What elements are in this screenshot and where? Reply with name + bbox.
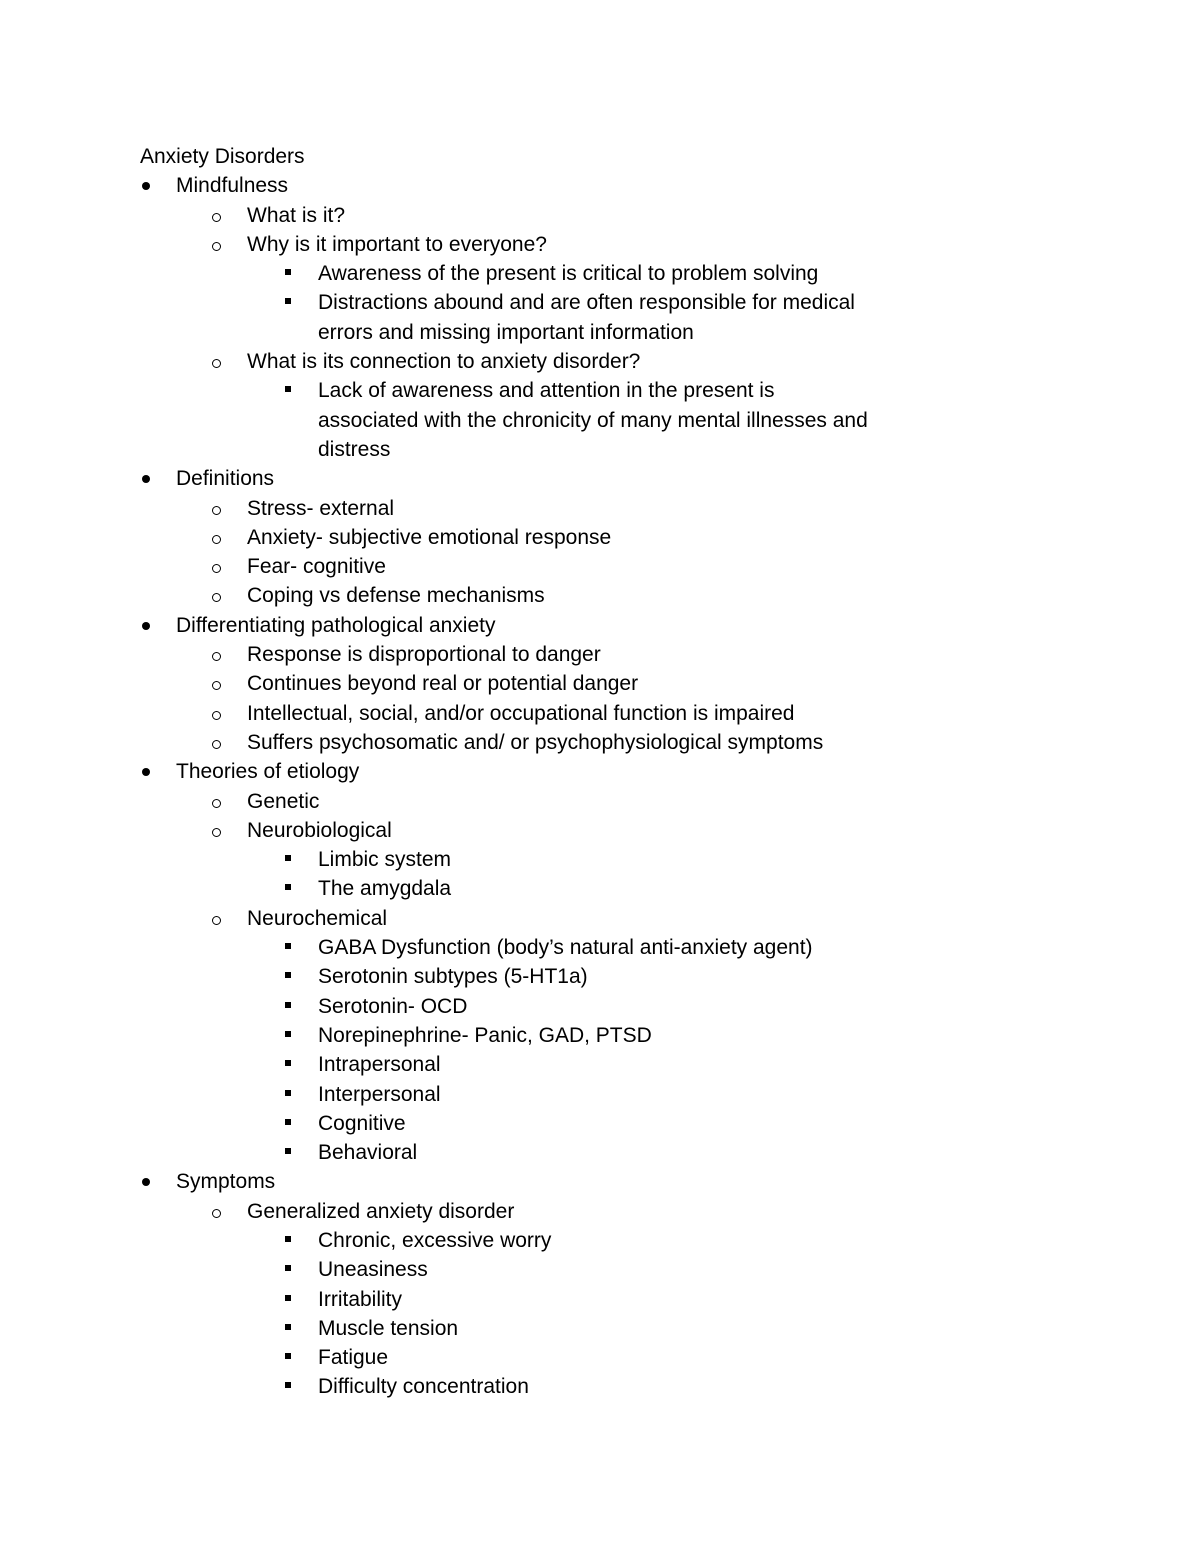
bullet-marker [282,1285,318,1301]
detail-text: Difficulty concentration [318,1375,529,1399]
outline-section [140,1167,880,1401]
square-bullet-icon [285,1353,291,1359]
bullet-marker [140,464,176,483]
document-title: Anxiety Disorders [140,145,305,168]
subtopic-text: Suffers psychosomatic and/ or psychophysiological symptoms [247,730,824,754]
detail-list [140,376,880,464]
hollow-circle-bullet-icon [212,1209,221,1218]
bullet-marker [282,1255,318,1271]
subtopic-text: What is its connection to anxiety disorder? [247,350,641,374]
detail-item [140,874,880,903]
detail-item [140,1255,880,1284]
detail-item [140,1226,880,1255]
outline-section [140,464,880,610]
square-bullet-icon [285,1324,291,1330]
subtopic-list [140,787,880,1168]
hollow-circle-bullet-icon [212,799,221,808]
hollow-circle-bullet-icon [212,242,221,251]
subtopic-item [140,347,880,464]
subtopic-text: Coping vs defense mechanisms [247,584,545,608]
square-bullet-icon [285,298,291,304]
square-bullet-icon [285,386,291,392]
hollow-circle-bullet-icon [212,916,221,925]
subtopic-text: Generalized anxiety disorder [247,1199,515,1223]
square-bullet-icon [285,884,291,890]
subtopic-text: Neurobiological [247,818,392,842]
detail-item [140,933,880,962]
subtopic-item [140,1197,880,1402]
detail-list [140,259,880,347]
detail-text: Awareness of the present is critical to problem solving [318,262,819,286]
subtopic-text: Why is it important to everyone? [247,232,547,256]
detail-item [140,259,880,288]
bullet-marker [282,1021,318,1037]
bullet-marker [211,728,247,749]
bullet-marker [211,669,247,690]
detail-item [140,1080,880,1109]
bullet-marker [211,699,247,720]
detail-item [140,1343,880,1372]
detail-item [140,1109,880,1138]
square-bullet-icon [285,269,291,275]
detail-text: Behavioral [318,1141,418,1165]
subtopic-item [140,904,880,1168]
hollow-circle-bullet-icon [212,652,221,661]
hollow-circle-bullet-icon [212,828,221,837]
bullet-marker [282,1372,318,1388]
bullet-marker [211,523,247,544]
bullet-marker [282,1226,318,1242]
bullet-marker [282,845,318,861]
subtopic-item [140,728,880,757]
filled-bullet-icon [142,622,150,630]
bullet-marker [282,962,318,978]
subtopic-item [140,201,880,230]
bullet-marker [140,171,176,190]
bullet-marker [211,1197,247,1218]
subtopic-text: Continues beyond real or potential danger [247,672,639,696]
detail-text: Intrapersonal [318,1053,441,1077]
section-heading: Symptoms [176,1170,276,1194]
detail-text: Chronic, excessive worry [318,1228,552,1252]
detail-text: Serotonin- OCD [318,994,468,1018]
detail-text: Norepinephrine- Panic, GAD, PTSD [318,1023,652,1047]
bullet-marker [282,376,318,392]
subtopic-item [140,581,880,610]
bullet-marker [282,1050,318,1066]
subtopic-item [140,816,880,904]
subtopic-list [140,494,880,611]
bullet-marker [211,904,247,925]
filled-bullet-icon [142,182,150,190]
detail-text: Interpersonal [318,1082,441,1106]
square-bullet-icon [285,1265,291,1271]
bullet-marker [140,1167,176,1186]
detail-item [140,1021,880,1050]
subtopic-item [140,699,880,728]
filled-bullet-icon [142,768,150,776]
detail-item [140,1050,880,1079]
hollow-circle-bullet-icon [212,213,221,222]
bullet-marker [282,992,318,1008]
subtopic-list [140,640,880,757]
detail-list [140,933,880,1167]
detail-item [140,992,880,1021]
detail-list [140,845,880,904]
subtopic-item [140,523,880,552]
section-heading: Definitions [176,467,275,491]
square-bullet-icon [285,943,291,949]
outline-section [140,171,880,464]
detail-item [140,1285,880,1314]
hollow-circle-bullet-icon [212,506,221,515]
square-bullet-icon [285,855,291,861]
bullet-marker [211,552,247,573]
hollow-circle-bullet-icon [212,681,221,690]
outline-list [140,171,880,1401]
detail-text: The amygdala [318,877,452,901]
hollow-circle-bullet-icon [212,740,221,749]
detail-text: Muscle tension [318,1316,459,1340]
bullet-marker [211,230,247,251]
subtopic-list [140,1197,880,1402]
detail-text: Lack of awareness and attention in the present is associated with the chronicity of many mental illnesses and distress [318,379,868,461]
detail-item [140,1314,880,1343]
subtopic-item [140,640,880,669]
bullet-marker [211,640,247,661]
subtopic-text: Genetic [247,789,320,813]
section-heading: Mindfulness [176,174,289,198]
bullet-marker [211,581,247,602]
bullet-marker [282,1343,318,1359]
square-bullet-icon [285,1148,291,1154]
subtopic-item [140,669,880,698]
detail-text: Cognitive [318,1111,406,1135]
bullet-marker [282,288,318,304]
square-bullet-icon [285,1060,291,1066]
subtopic-list [140,201,880,465]
subtopic-text: What is it? [247,203,346,227]
bullet-marker [211,347,247,368]
filled-bullet-icon [142,475,150,483]
bullet-marker [140,611,176,630]
bullet-marker [282,1314,318,1330]
detail-text: Irritability [318,1287,403,1311]
detail-item [140,962,880,991]
bullet-marker [282,1109,318,1125]
bullet-marker [282,874,318,890]
detail-item [140,1372,880,1401]
subtopic-item [140,494,880,523]
detail-text: Distractions abound and are often responsible for medical errors and missing important information [318,291,855,344]
square-bullet-icon [285,1236,291,1242]
detail-item [140,376,880,464]
detail-item [140,288,880,347]
bullet-marker [282,1138,318,1154]
detail-item [140,1138,880,1167]
square-bullet-icon [285,1295,291,1301]
subtopic-text: Fear- cognitive [247,555,386,579]
detail-text: GABA Dysfunction (body’s natural anti-anxiety agent) [318,936,813,960]
subtopic-item [140,552,880,581]
section-heading: Theories of etiology [176,760,360,784]
detail-text: Fatigue [318,1346,389,1370]
outline-section [140,611,880,757]
square-bullet-icon [285,1090,291,1096]
square-bullet-icon [285,1119,291,1125]
subtopic-text: Neurochemical [247,906,388,930]
detail-text: Uneasiness [318,1258,428,1282]
subtopic-text: Response is disproportional to danger [247,643,601,667]
hollow-circle-bullet-icon [212,564,221,573]
bullet-marker [211,494,247,515]
outline-section [140,757,880,1167]
square-bullet-icon [285,1002,291,1008]
detail-text: Serotonin subtypes (5-HT1a) [318,965,588,989]
bullet-marker [282,933,318,949]
document-body [140,142,880,1402]
filled-bullet-icon [142,1178,150,1186]
detail-item [140,845,880,874]
square-bullet-icon [285,972,291,978]
detail-text: Limbic system [318,848,452,872]
square-bullet-icon [285,1382,291,1388]
subtopic-item [140,787,880,816]
detail-list [140,1226,880,1402]
subtopic-item [140,230,880,347]
bullet-marker [282,1080,318,1096]
hollow-circle-bullet-icon [212,535,221,544]
section-heading: Differentiating pathological anxiety [176,613,496,637]
hollow-circle-bullet-icon [212,711,221,720]
subtopic-text: Anxiety- subjective emotional response [247,525,612,549]
bullet-marker [282,259,318,275]
hollow-circle-bullet-icon [212,593,221,602]
square-bullet-icon [285,1031,291,1037]
bullet-marker [211,201,247,222]
bullet-marker [211,787,247,808]
hollow-circle-bullet-icon [212,359,221,368]
bullet-marker [140,757,176,776]
bullet-marker [211,816,247,837]
subtopic-text: Stress- external [247,496,395,520]
subtopic-text: Intellectual, social, and/or occupational function is impaired [247,701,795,725]
